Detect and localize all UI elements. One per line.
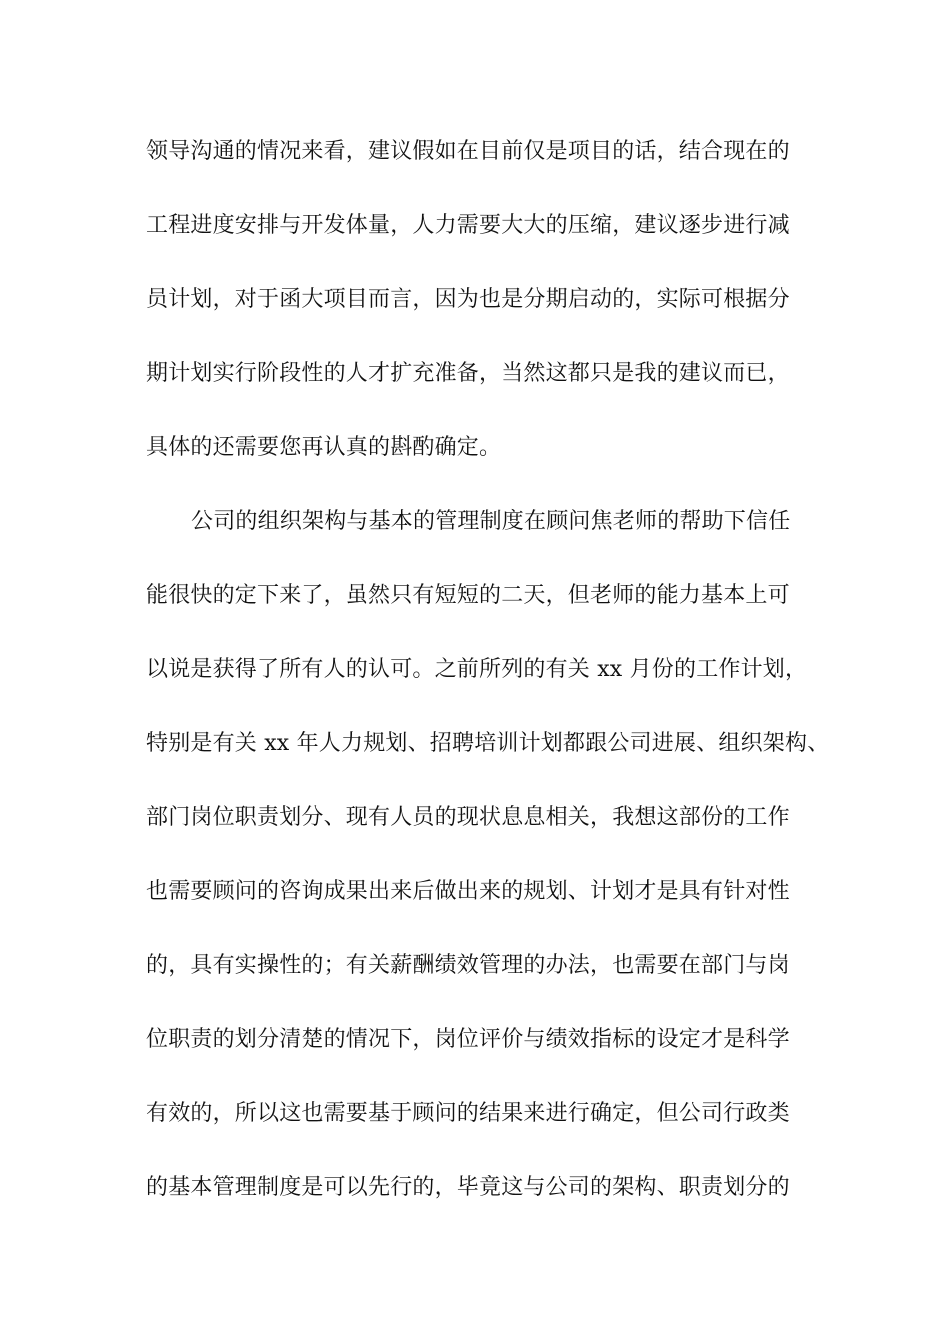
text-line: 部门岗位职责划分、现有人员的现状息息相关，我想这部份的工作 [146,805,790,830]
text-line: 以说是获得了所有人的认可。之前所列的有关 xx 月份的工作计划， [146,657,808,682]
text-line: 能很快的定下来了，虽然只有短短的二天，但老师的能力基本上可 [146,583,790,608]
text-line: 具体的还需要您再认真的斟酌确定。 [146,435,502,460]
text-line: 的，具有实操性的；有关薪酬绩效管理的办法，也需要在部门与岗 [146,953,790,978]
text-line: 工程进度安排与开发体量，人力需要大大的压缩，建议逐步进行减 [146,213,790,238]
text-line: 领导沟通的情况来看，建议假如在目前仅是项目的话，结合现在的 [146,139,790,164]
text-line: 特别是有关 xx 年人力规划、招聘培训计划都跟公司进展、组织架构、 [146,731,830,756]
text-line: 的基本管理制度是可以先行的，毕竟这与公司的架构、职责划分的 [146,1175,790,1200]
text-line: 员计划，对于函大项目而言，因为也是分期启动的，实际可根据分 [146,287,790,312]
text-line: 公司的组织架构与基本的管理制度在顾问焦老师的帮助下信任 [191,509,791,534]
text-line: 也需要顾问的咨询成果出来后做出来的规划、计划才是具有针对性 [146,879,790,904]
text-line: 位职责的划分清楚的情况下，岗位评价与绩效指标的设定才是科学 [146,1027,790,1052]
text-line: 有效的，所以这也需要基于顾问的结果来进行确定，但公司行政类 [146,1101,790,1126]
text-line: 期计划实行阶段性的人才扩充准备，当然这都只是我的建议而已， [146,361,790,386]
